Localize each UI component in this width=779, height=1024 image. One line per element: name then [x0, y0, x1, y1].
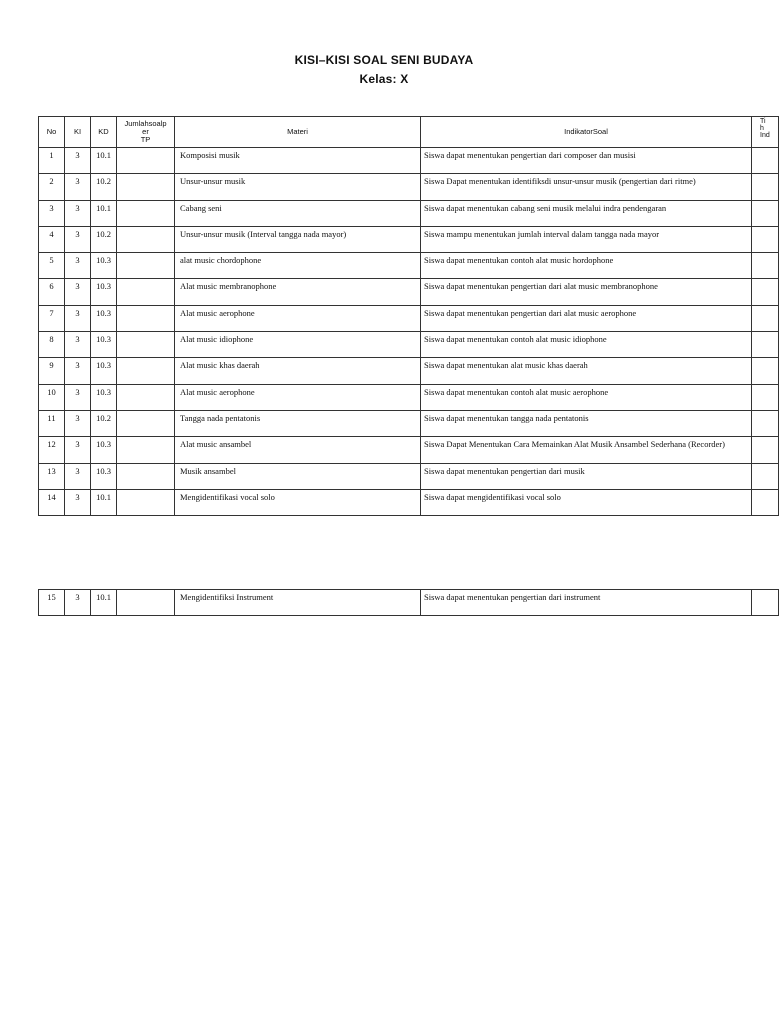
cell-kd: 10.3	[91, 253, 117, 279]
cell-extra	[752, 148, 779, 174]
cell-kd: 10.1	[91, 148, 117, 174]
cell-kd: 10.3	[91, 437, 117, 463]
cell-indikator-soal: Siswa dapat menentukan pengertian dari alat music membranophone	[421, 279, 752, 305]
table-row	[39, 279, 779, 305]
cell-jumlah-soal	[117, 358, 175, 384]
cell-extra	[752, 437, 779, 463]
cell-jumlah-soal	[117, 148, 175, 174]
cell-no: 15	[39, 590, 65, 616]
cell-jumlah-soal	[117, 305, 175, 331]
cell-ki: 3	[65, 148, 91, 174]
cell-extra	[752, 590, 779, 616]
cell-ki: 3	[65, 384, 91, 410]
cell-indikator-soal: Siswa Dapat Menentukan Cara Memainkan Alat Musik Ansambel Sederhana (Recorder)	[421, 437, 752, 463]
cell-jumlah-soal	[117, 253, 175, 279]
cell-indikator-soal: Siswa dapat menentukan contoh alat music idiophone	[421, 332, 752, 358]
cell-extra	[752, 253, 779, 279]
cell-extra	[752, 489, 779, 515]
cell-indikator-soal: Siswa dapat menentukan pengertian dari alat music aerophone	[421, 305, 752, 331]
cell-ki: 3	[65, 489, 91, 515]
cell-jumlah-soal	[117, 279, 175, 305]
cell-jumlah-soal	[117, 489, 175, 515]
cell-materi: Alat music khas daerah	[175, 358, 421, 384]
cell-materi: Mengidentifiksi Instrument	[175, 590, 421, 616]
cell-jumlah-soal	[117, 384, 175, 410]
document-subtitle: Kelas: X	[359, 72, 409, 86]
header-ki: KI	[65, 117, 91, 148]
cell-no: 13	[39, 463, 65, 489]
cell-jumlah-soal	[117, 200, 175, 226]
cell-materi: Musik ansambel	[175, 463, 421, 489]
cell-ki: 3	[65, 437, 91, 463]
table-header-row	[39, 117, 779, 148]
cell-no: 3	[39, 200, 65, 226]
cell-no: 14	[39, 489, 65, 515]
cell-indikator-soal: Siswa dapat menentukan pengertian dari instrument	[421, 590, 752, 616]
cell-kd: 10.2	[91, 410, 117, 436]
header-no: No	[39, 117, 65, 148]
cell-jumlah-soal	[117, 437, 175, 463]
cell-no: 8	[39, 332, 65, 358]
cell-no: 2	[39, 174, 65, 200]
cell-materi: Mengidentifikasi vocal solo	[175, 489, 421, 515]
cell-kd: 10.3	[91, 463, 117, 489]
cell-ki: 3	[65, 590, 91, 616]
cell-ki: 3	[65, 200, 91, 226]
cell-materi: Alat music ansambel	[175, 437, 421, 463]
table-row	[39, 590, 779, 616]
cell-materi: Cabang seni	[175, 200, 421, 226]
table-row	[39, 200, 779, 226]
cell-extra	[752, 358, 779, 384]
cell-ki: 3	[65, 174, 91, 200]
table-row	[39, 174, 779, 200]
table-row	[39, 226, 779, 252]
cell-materi: Unsur-unsur musik (Interval tangga nada mayor)	[175, 226, 421, 252]
cell-ki: 3	[65, 305, 91, 331]
cell-indikator-soal: Siswa dapat menentukan pengertian dari musik	[421, 463, 752, 489]
cell-no: 9	[39, 358, 65, 384]
cell-extra	[752, 384, 779, 410]
cell-extra	[752, 463, 779, 489]
cell-kd: 10.1	[91, 489, 117, 515]
cell-kd: 10.2	[91, 226, 117, 252]
cell-extra	[752, 279, 779, 305]
table-row	[39, 358, 779, 384]
cell-ki: 3	[65, 253, 91, 279]
cell-kd: 10.3	[91, 332, 117, 358]
cell-ki: 3	[65, 332, 91, 358]
cell-kd: 10.2	[91, 174, 117, 200]
cell-ki: 3	[65, 358, 91, 384]
cell-materi: Unsur-unsur musik	[175, 174, 421, 200]
cell-no: 11	[39, 410, 65, 436]
cell-kd: 10.3	[91, 384, 117, 410]
cell-kd: 10.1	[91, 590, 117, 616]
cell-kd: 10.3	[91, 305, 117, 331]
cell-indikator-soal: Siswa dapat menentukan tangga nada pentatonis	[421, 410, 752, 436]
cell-ki: 3	[65, 279, 91, 305]
cell-materi: alat music chordophone	[175, 253, 421, 279]
cell-jumlah-soal	[117, 226, 175, 252]
table-row	[39, 489, 779, 515]
cell-jumlah-soal	[117, 332, 175, 358]
cell-extra	[752, 332, 779, 358]
cell-ki: 3	[65, 226, 91, 252]
cell-no: 6	[39, 279, 65, 305]
cell-indikator-soal: Siswa dapat menentukan alat music khas daerah	[421, 358, 752, 384]
cell-no: 1	[39, 148, 65, 174]
cell-materi: Alat music aerophone	[175, 384, 421, 410]
cell-materi: Alat music membranophone	[175, 279, 421, 305]
cell-kd: 10.1	[91, 200, 117, 226]
cell-jumlah-soal	[117, 590, 175, 616]
cell-indikator-soal: Siswa dapat mengidentifikasi vocal solo	[421, 489, 752, 515]
cell-kd: 10.3	[91, 279, 117, 305]
kisi-kisi-table	[38, 116, 779, 516]
cell-jumlah-soal	[117, 463, 175, 489]
cell-extra	[752, 226, 779, 252]
header-truncated: Ti h Ind	[752, 117, 779, 148]
table-row	[39, 410, 779, 436]
cell-materi: Alat music aerophone	[175, 305, 421, 331]
document-title: KISI–KISI SOAL SENI BUDAYA	[294, 53, 474, 67]
cell-extra	[752, 200, 779, 226]
cell-no: 10	[39, 384, 65, 410]
cell-indikator-soal: Siswa dapat menentukan cabang seni musik melalui indra pendengaran	[421, 200, 752, 226]
cell-ki: 3	[65, 463, 91, 489]
cell-materi: Tangga nada pentatonis	[175, 410, 421, 436]
header-indikator-soal: IndikatorSoal	[421, 117, 752, 148]
table-row	[39, 305, 779, 331]
table-row	[39, 384, 779, 410]
cell-no: 7	[39, 305, 65, 331]
table-row	[39, 437, 779, 463]
table-row	[39, 463, 779, 489]
cell-materi: Komposisi musik	[175, 148, 421, 174]
table-row	[39, 253, 779, 279]
cell-indikator-soal: Siswa Dapat menentukan identifiksdi unsur-unsur musik (pengertian dari ritme)	[421, 174, 752, 200]
cell-jumlah-soal	[117, 410, 175, 436]
header-kd: KD	[91, 117, 117, 148]
cell-extra	[752, 305, 779, 331]
cell-indikator-soal: Siswa dapat menentukan pengertian dari composer dan musisi	[421, 148, 752, 174]
cell-indikator-soal: Siswa dapat menentukan contoh alat music aerophone	[421, 384, 752, 410]
cell-jumlah-soal	[117, 174, 175, 200]
cell-ki: 3	[65, 410, 91, 436]
cell-indikator-soal: Siswa mampu menentukan jumlah interval dalam tangga nada mayor	[421, 226, 752, 252]
kisi-kisi-table-continued	[38, 589, 779, 616]
header-jumlah-soal: Jumlahsoalp er TP	[117, 117, 175, 148]
cell-no: 5	[39, 253, 65, 279]
cell-no: 12	[39, 437, 65, 463]
cell-materi: Alat music idiophone	[175, 332, 421, 358]
table-row	[39, 148, 779, 174]
cell-extra	[752, 410, 779, 436]
cell-kd: 10.3	[91, 358, 117, 384]
cell-indikator-soal: Siswa dapat menentukan contoh alat music hordophone	[421, 253, 752, 279]
header-materi: Materi	[175, 117, 421, 148]
table-row	[39, 332, 779, 358]
cell-no: 4	[39, 226, 65, 252]
cell-extra	[752, 174, 779, 200]
